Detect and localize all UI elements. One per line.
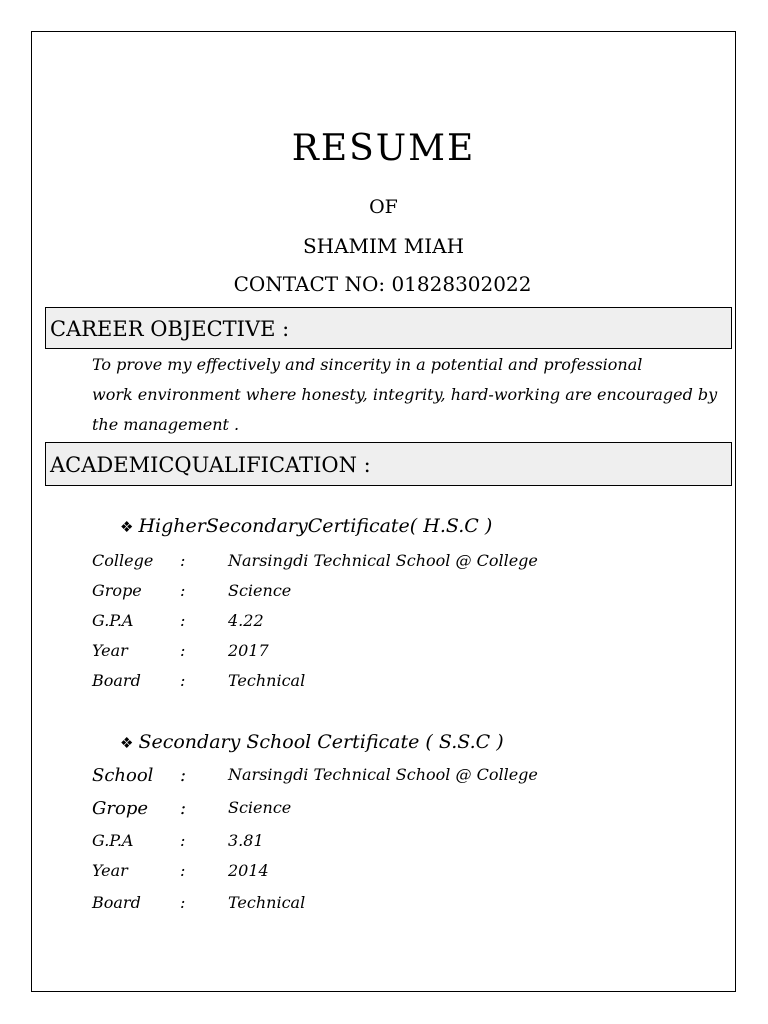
row-colon: : xyxy=(180,893,186,912)
row-label: G.P.A xyxy=(92,611,134,630)
ssc-heading xyxy=(120,731,504,753)
contact-number: CONTACT NO: 01828302022 xyxy=(233,272,532,296)
row-label: Grope xyxy=(92,798,148,819)
page-border xyxy=(31,31,736,992)
row-colon: : xyxy=(180,798,187,819)
row-colon: : xyxy=(180,765,187,786)
row-value: Technical xyxy=(228,893,306,912)
applicant-name: SHAMIM MIAH xyxy=(302,234,465,258)
row-value: Narsingdi Technical School @ College xyxy=(228,551,538,570)
hsc-heading xyxy=(120,515,492,537)
row-colon: : xyxy=(180,671,186,690)
row-colon: : xyxy=(180,581,186,600)
resume-title: RESUME xyxy=(291,128,476,169)
ssc-title: Secondary School Certificate ( S.S.C ) xyxy=(138,731,504,753)
row-label: Year xyxy=(92,861,128,880)
academic-qualification-heading: ACADEMICQUALIFICATION : xyxy=(45,442,732,486)
hsc-title: HigherSecondaryCertificate( H.S.C ) xyxy=(138,515,493,537)
objective-line: the management . xyxy=(92,415,240,434)
row-value: 2017 xyxy=(228,641,269,660)
row-value: 2014 xyxy=(228,861,269,880)
career-objective-heading: CAREER OBJECTIVE : xyxy=(45,307,732,349)
row-value: Technical xyxy=(228,671,306,690)
row-value: 4.22 xyxy=(228,611,264,630)
row-label: Board xyxy=(92,671,141,690)
diamond-bullet-icon: ❖ xyxy=(120,518,134,536)
objective-line: work environment where honesty, integrity, hard-working are encouraged by xyxy=(92,385,718,404)
diamond-bullet-icon: ❖ xyxy=(120,734,134,752)
row-colon: : xyxy=(180,551,186,570)
row-label: School xyxy=(92,765,154,786)
row-value: Science xyxy=(228,798,292,817)
row-colon: : xyxy=(180,611,186,630)
row-value: 3.81 xyxy=(228,831,264,850)
objective-line: To prove my effectively and sincerity in a potential and professional xyxy=(92,355,643,374)
row-label: Grope xyxy=(92,581,142,600)
row-colon: : xyxy=(180,641,186,660)
row-label: Board xyxy=(92,893,141,912)
row-value: Narsingdi Technical School @ College xyxy=(228,765,538,784)
row-colon: : xyxy=(180,861,186,880)
row-colon: : xyxy=(180,831,186,850)
row-label: Year xyxy=(92,641,128,660)
of-line: OF xyxy=(369,196,398,218)
row-value: Science xyxy=(228,581,292,600)
row-label: G.P.A xyxy=(92,831,134,850)
career-objective-text xyxy=(92,350,718,440)
row-label: College xyxy=(92,551,154,570)
